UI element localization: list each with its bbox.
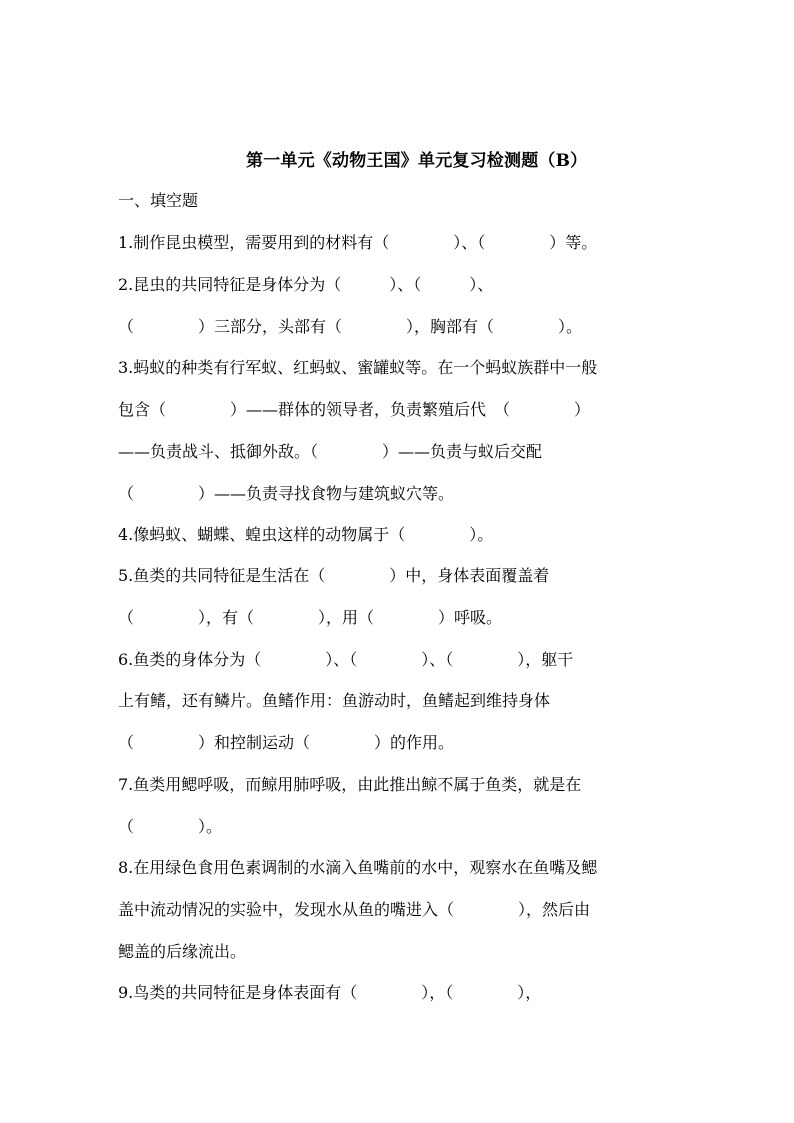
- section-heading: 一、填空题: [118, 191, 199, 210]
- question-line: 4.像蚂蚁、蝴蝶、蝗虫这样的动物属于（ ）。: [118, 525, 494, 544]
- question-line: 5.鱼类的共同特征是生活在（ ）中，身体表面覆盖着: [118, 566, 550, 585]
- question-line: 7.鱼类用鳃呼吸，而鲸用肺呼吸，由此推出鲸不属于鱼类，就是在: [118, 775, 582, 794]
- question-line: （ ）和控制运动（ ）的作用。: [118, 733, 455, 752]
- page-title: 第一单元《动物王国》单元复习检测题（B）: [246, 151, 588, 171]
- question-line: 8.在用绿色食用色素调制的水滴入鱼嘴前的水中，观察水在鱼嘴及鳃: [118, 858, 598, 877]
- question-line: 9.鸟类的共同特征是身体表面有（ ），（ ），: [118, 983, 542, 1002]
- question-line: 鳃盖的后缘流出。: [118, 942, 247, 961]
- question-line: ——负责战斗、抵御外敌。（ ）——负责与蚁后交配: [118, 442, 543, 461]
- question-line: 包含（ ）——群体的领导者，负责繁殖后代 （ ）: [118, 400, 591, 419]
- question-line: 6.鱼类的身体分为（ ）、（ ）、（ ），躯干: [118, 650, 574, 669]
- question-line: 盖中流动情况的实验中，发现水从鱼的嘴进入（ ），然后由: [118, 900, 591, 919]
- question-line: （ ）三部分，头部有（ ），胸部有（ ）。: [118, 317, 583, 336]
- question-line: 1.制作昆虫模型，需要用到的材料有（ ）、（ ）等。: [118, 233, 598, 252]
- question-line: （ ）。: [118, 817, 223, 836]
- question-line: 2.昆虫的共同特征是身体分为（ ）、（ ）、: [118, 275, 494, 294]
- question-line: 3.蚂蚁的种类有行军蚁、红蚂蚁、蜜罐蚁等。在一个蚂蚁族群中一般: [118, 358, 598, 377]
- question-line: （ ）——负责寻找食物与建筑蚁穴等。: [118, 484, 455, 503]
- question-line: 上有鳍，还有鳞片。鱼鳍作用：鱼游动时，鱼鳍起到维持身体: [118, 691, 551, 710]
- question-line: （ ），有（ ），用（ ）呼吸。: [118, 608, 503, 627]
